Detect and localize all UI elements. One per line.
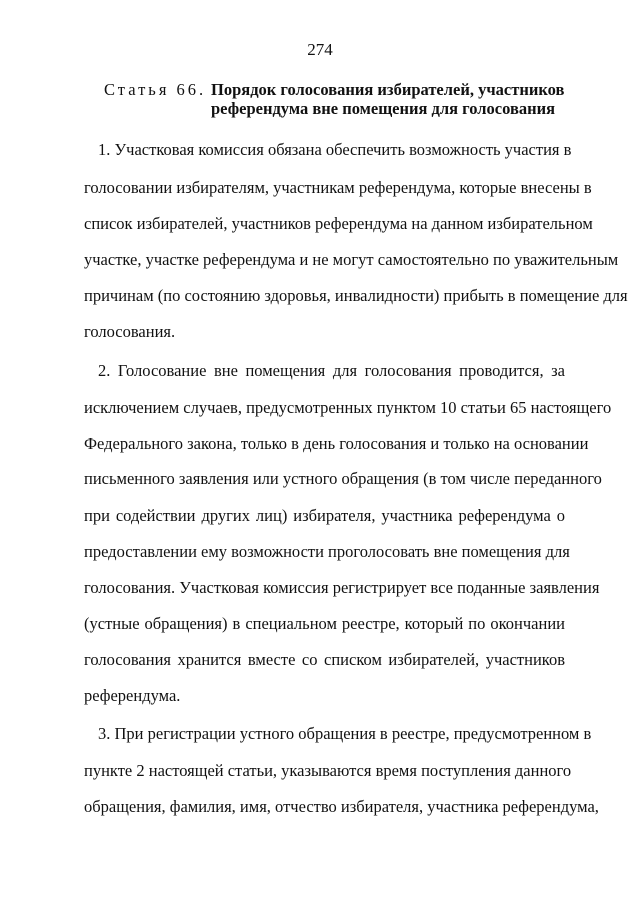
text-line: голосования. Участковая комиссия регистрирует все поданные заявления <box>84 578 600 597</box>
text-line: пункте 2 настоящей статьи, указываются время поступления данного <box>84 761 572 780</box>
text-line: 1. Участковая комиссия обязана обеспечить возможность участия в <box>98 140 572 159</box>
text-line: голосования. <box>84 322 176 341</box>
text-line: предоставлении ему возможности проголосовать вне помещения для <box>84 542 570 561</box>
text-line: участке, участке референдума и не могут самостоятельно по уважительным <box>84 250 619 269</box>
article-title-line-1: Порядок голосования избирателей, участников <box>211 80 565 99</box>
text-line: обращения, фамилия, имя, отчество избирателя, участника референдума, <box>84 797 599 816</box>
text-line: причинам (по состоянию здоровья, инвалидности) прибыть в помещение для <box>84 286 628 305</box>
text-line: Федерального закона, только в день голосования и только на основании <box>84 434 589 453</box>
article-label: Статья 66. <box>104 80 207 99</box>
text-line: при содействии других лиц) избирателя, участника референдума о <box>84 506 565 525</box>
text-line: голосования хранится вместе со списком избирателей, участников <box>84 650 565 669</box>
text-line: список избирателей, участников референдума на данном избирательном <box>84 214 593 233</box>
text-line: 3. При регистрации устного обращения в реестре, предусмотренном в <box>98 724 592 743</box>
text-line: (устные обращения) в специальном реестре, который по окончании <box>84 614 565 633</box>
page-number: 274 <box>307 40 333 59</box>
text-line: референдума. <box>84 686 181 705</box>
article-title-line-2: референдума вне помещения для голосования <box>211 99 556 118</box>
text-line: исключением случаев, предусмотренных пунктом 10 статьи 65 настоящего <box>84 398 612 417</box>
text-line: 2. Голосование вне помещения для голосования проводится, за <box>98 361 565 380</box>
text-line: голосовании избирателям, участникам референдума, которые внесены в <box>84 178 592 197</box>
text-line: письменного заявления или устного обращения (в том числе переданного <box>84 469 602 488</box>
article-title <box>211 80 581 118</box>
